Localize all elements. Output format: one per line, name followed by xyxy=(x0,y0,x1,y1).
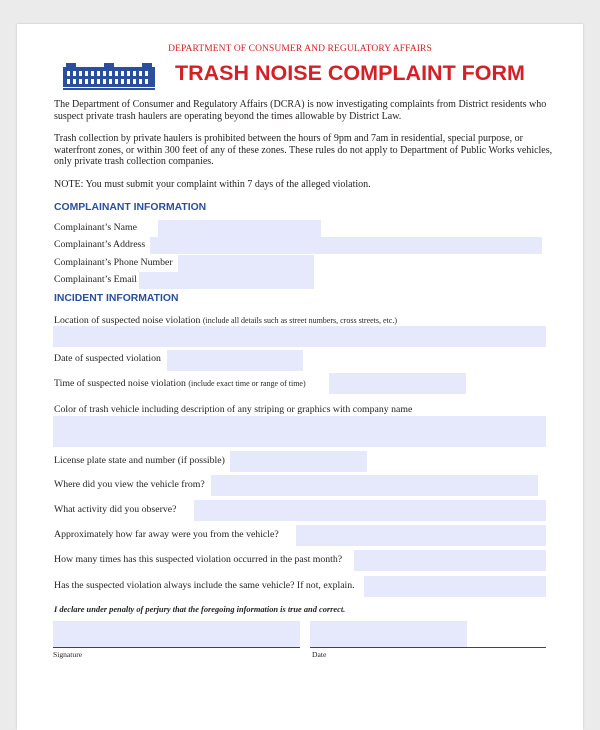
time-field[interactable] xyxy=(329,373,466,394)
location-label-text: Location of suspected noise violation xyxy=(54,315,201,326)
form-title: TRASH NOISE COMPLAINT FORM xyxy=(175,61,525,85)
activity-field[interactable] xyxy=(194,500,546,521)
time-hint: (include exact time or range of time) xyxy=(188,379,306,388)
signature-field[interactable] xyxy=(53,621,300,647)
times-label: How many times has this suspected violation occurred in the past month? xyxy=(54,554,343,565)
declaration-text: I declare under penalty of perjury that the foregoing information is true and correct. xyxy=(54,605,346,614)
name-label: Complainant’s Name xyxy=(54,222,137,233)
plate-field[interactable] xyxy=(230,451,367,472)
times-field[interactable] xyxy=(354,550,546,571)
plate-label: License plate state and number (if possible) xyxy=(54,455,225,466)
date-line xyxy=(310,647,546,648)
signature-line xyxy=(53,647,300,648)
same-vehicle-field[interactable] xyxy=(364,576,546,597)
location-hint: (include all details such as street numbers, cross streets, etc.) xyxy=(202,316,397,325)
color-label: Color of trash vehicle including description of any striping or graphics with company name xyxy=(54,404,413,415)
complainant-heading: COMPLAINANT INFORMATION xyxy=(54,202,207,213)
where-label: Where did you view the vehicle from? xyxy=(54,479,205,490)
name-field[interactable] xyxy=(158,220,321,237)
date-violation-field[interactable] xyxy=(167,350,303,371)
activity-label: What activity did you observe? xyxy=(54,504,177,515)
form-page xyxy=(17,24,583,730)
location-label xyxy=(54,315,397,326)
department-name: DEPARTMENT OF CONSUMER AND REGULATORY AFFAIRS xyxy=(168,44,432,54)
same-vehicle-label: Has the suspected violation always include the same vehicle? If not, explain. xyxy=(54,580,355,591)
time-label-text: Time of suspected noise violation xyxy=(54,378,186,389)
incident-heading: INCIDENT INFORMATION xyxy=(54,293,179,304)
government-building-icon xyxy=(63,63,155,90)
intro-paragraph: The Department of Consumer and Regulatory Affairs (DCRA) is now investigating complaints from District residents who suspect private trash haulers are operating beyond the times allowable by District Law. xyxy=(54,99,547,122)
where-field[interactable] xyxy=(211,475,538,496)
distance-label: Approximately how far away were you from the vehicle? xyxy=(54,529,279,540)
phone-label: Complainant’s Phone Number xyxy=(54,257,173,268)
date-signed-field[interactable] xyxy=(310,621,467,647)
date-caption: Date xyxy=(312,650,327,659)
phone-field[interactable] xyxy=(178,255,314,273)
email-field[interactable] xyxy=(139,272,314,289)
location-field[interactable] xyxy=(53,326,546,347)
rules-paragraph: Trash collection by private haulers is prohibited between the hours of 9pm and 7am in residential, special purpose, or waterfront zones, or within 300 feet of any of these zones. These rules do not apply to Department of Public Works vehicles, only private trash collection companies. xyxy=(54,133,553,168)
address-label: Complainant’s Address xyxy=(54,239,146,250)
time-label xyxy=(54,378,306,389)
email-label: Complainant’s Email xyxy=(54,274,137,285)
distance-field[interactable] xyxy=(296,525,546,546)
color-field[interactable] xyxy=(53,416,546,447)
note-paragraph: NOTE: You must submit your complaint within 7 days of the alleged violation. xyxy=(54,179,371,190)
signature-caption: Signature xyxy=(53,650,83,659)
address-field[interactable] xyxy=(150,237,542,254)
date-violation-label: Date of suspected violation xyxy=(54,353,161,364)
